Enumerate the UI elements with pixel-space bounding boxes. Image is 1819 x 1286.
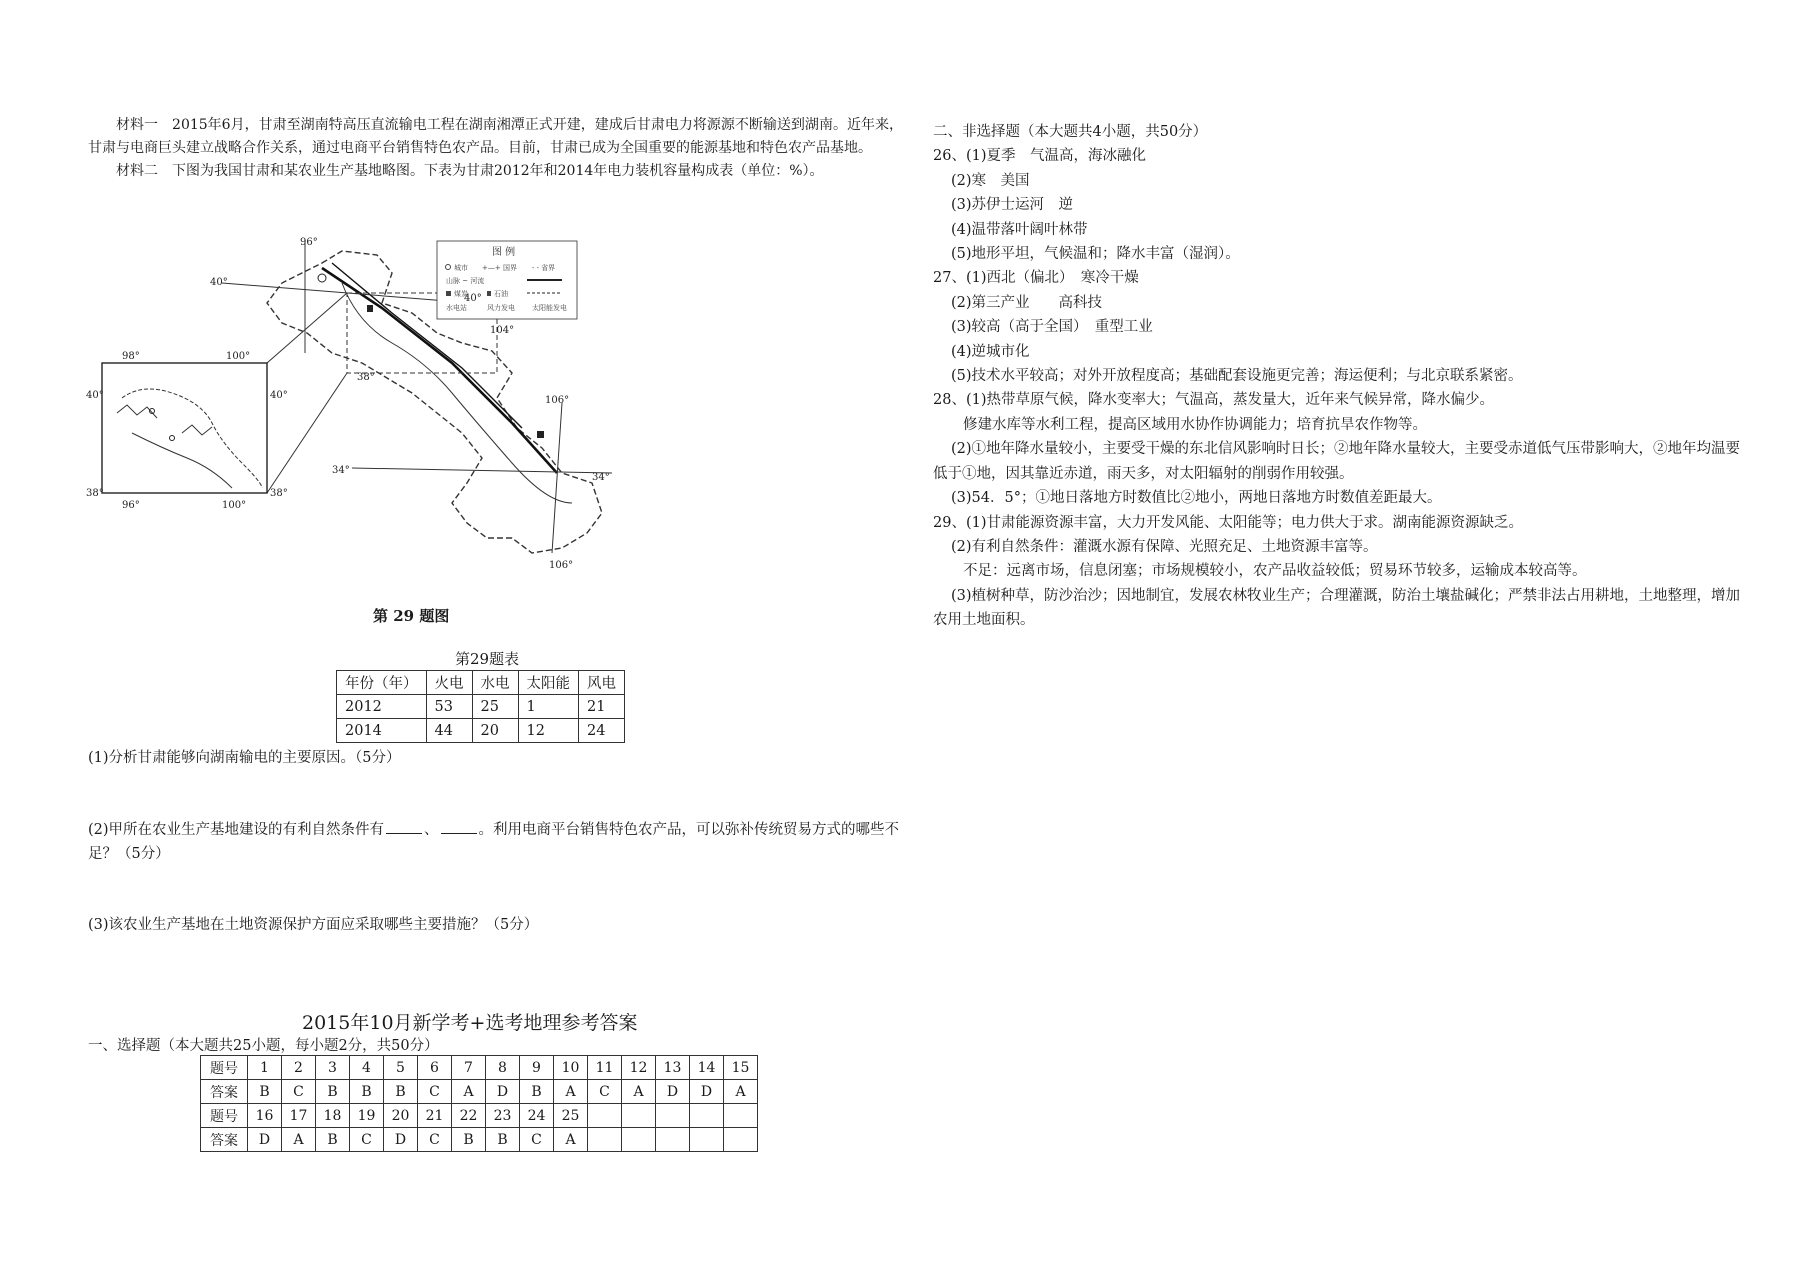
question-number xyxy=(724,1104,758,1128)
svg-text:+—+ 国界: +—+ 国界 xyxy=(482,264,517,272)
question-number: 4 xyxy=(350,1056,384,1080)
answer-letter: B xyxy=(248,1080,282,1104)
svg-text:太阳能发电: 太阳能发电 xyxy=(532,304,567,312)
question-2-text-b: 。利用电商平台销售特色农产品，可以弥补传统贸易方式的哪些不足？（5分） xyxy=(88,822,900,862)
answer-28-1: 28、(1)热带草原气候，降水变率大；气温高，蒸发量大，近年来气候异常，降水偏少。 xyxy=(933,392,1494,409)
svg-text:煤炭: 煤炭 xyxy=(454,290,468,298)
question-number: 3 xyxy=(316,1056,350,1080)
answer-table xyxy=(200,1055,758,1152)
question-number: 19 xyxy=(350,1104,384,1128)
answer-letter xyxy=(588,1128,622,1152)
question-1: (1)分析甘肃能够向湖南输电的主要原因。（5分） xyxy=(88,750,401,766)
svg-text:石油: 石油 xyxy=(494,290,508,298)
question-2-separator: 、 xyxy=(424,822,439,838)
question-number xyxy=(690,1104,724,1128)
table-header-cell: 水电 xyxy=(472,671,518,695)
question-number xyxy=(588,1104,622,1128)
table-header-cell: 年份（年） xyxy=(337,671,427,695)
svg-text:106°: 106° xyxy=(545,395,570,406)
answer-letter: B xyxy=(350,1080,384,1104)
svg-text:100°: 100° xyxy=(222,500,247,511)
question-number: 17 xyxy=(282,1104,316,1128)
question-number xyxy=(622,1104,656,1128)
question-number: 24 xyxy=(520,1104,554,1128)
answer-letter: B xyxy=(316,1080,350,1104)
question-number: 6 xyxy=(418,1056,452,1080)
answer-letter: A xyxy=(554,1080,588,1104)
svg-text:104°: 104° xyxy=(490,325,515,336)
answer-number-row xyxy=(201,1056,758,1080)
svg-text:96°: 96° xyxy=(300,237,318,248)
answer-blank xyxy=(441,821,477,834)
coal-marker xyxy=(367,305,373,312)
answer-26-3: (3)苏伊士运河 逆 xyxy=(951,197,1074,214)
answer-27-3: (3)较高（高于全国） 重型工业 xyxy=(951,319,1153,336)
svg-text:38°: 38° xyxy=(357,372,375,383)
answer-26-5: (5)地形平坦，气候温和；降水丰富（湿润）。 xyxy=(951,246,1240,263)
answer-26-4: (4)温带落叶阔叶林带 xyxy=(951,221,1088,238)
answer-letter-row xyxy=(201,1128,758,1152)
answer-letter xyxy=(724,1128,758,1152)
answer-letter: C xyxy=(520,1128,554,1152)
answer-letter xyxy=(690,1128,724,1152)
legend-title: 图 例 xyxy=(492,247,516,258)
city-marker xyxy=(318,274,326,282)
question-number: 23 xyxy=(486,1104,520,1128)
table-row xyxy=(337,719,625,743)
table-cell: 12 xyxy=(518,719,579,743)
question-number: 25 xyxy=(554,1104,588,1128)
table-cell: 25 xyxy=(472,695,518,719)
answer-letter: D xyxy=(486,1080,520,1104)
svg-text:40°: 40° xyxy=(270,390,288,401)
answer-letter: D xyxy=(384,1128,418,1152)
svg-text:96°: 96° xyxy=(122,500,140,511)
answer-letter: B xyxy=(452,1128,486,1152)
table-header-cell: 风电 xyxy=(579,671,625,695)
question-number: 9 xyxy=(520,1056,554,1080)
svg-text:40°: 40° xyxy=(464,293,482,304)
answer-letter: B xyxy=(384,1080,418,1104)
answer-blank xyxy=(386,821,422,834)
svg-text:风力发电: 风力发电 xyxy=(487,304,515,312)
svg-text:38°: 38° xyxy=(86,488,104,499)
table-header-cell: 太阳能 xyxy=(518,671,579,695)
question-number: 18 xyxy=(316,1104,350,1128)
table-header-row xyxy=(337,671,625,695)
materials xyxy=(88,114,903,183)
svg-text:98°: 98° xyxy=(122,351,140,362)
answer-section-1-heading: 一、选择题（本大题共25小题，每小题2分，共50分） xyxy=(88,1038,439,1054)
answer-letter: C xyxy=(588,1080,622,1104)
answer-letter: D xyxy=(656,1080,690,1104)
svg-text:34°: 34° xyxy=(592,472,610,483)
answer-28-1b: 修建水库等水利工程，提高区域用水协作协调能力；培育抗旱农作物等。 xyxy=(963,416,1427,433)
question-number: 11 xyxy=(588,1056,622,1080)
answer-27-2: (2)第三产业 高科技 xyxy=(951,294,1103,311)
table-cell: 44 xyxy=(426,719,472,743)
answer-letter: D xyxy=(248,1128,282,1152)
question-number: 1 xyxy=(248,1056,282,1080)
answer-letter: C xyxy=(282,1080,316,1104)
question-number: 21 xyxy=(418,1104,452,1128)
svg-text:水电站: 水电站 xyxy=(446,304,467,312)
question-number: 13 xyxy=(656,1056,690,1080)
answer-letter: A xyxy=(282,1128,316,1152)
table-cell: 20 xyxy=(472,719,518,743)
svg-text:106°: 106° xyxy=(549,560,574,571)
answer-27-1: 27、(1)西北（偏北） 寒冷干燥 xyxy=(933,270,1139,287)
gansu-map xyxy=(86,233,682,628)
question-number: 2 xyxy=(282,1056,316,1080)
question-3: (3)该农业生产基地在土地资源保护方面应采取哪些主要措施？（5分） xyxy=(88,917,539,933)
answer-29-1: 29、(1)甘肃能源资源丰富，大力开发风能、太阳能等；电力供大于求。湖南能源资源缺乏。 xyxy=(933,514,1523,531)
row-label: 题号 xyxy=(201,1056,248,1080)
question-2-text-a: (2)甲所在农业生产基地建设的有利自然条件有 xyxy=(88,822,385,838)
svg-text:- - 省界: - - 省界 xyxy=(532,264,556,272)
row-label: 答案 xyxy=(201,1128,248,1152)
answer-26-2: (2)寒 美国 xyxy=(951,172,1030,189)
question-number: 7 xyxy=(452,1056,486,1080)
table-header-cell: 火电 xyxy=(426,671,472,695)
svg-text:40°: 40° xyxy=(86,390,104,401)
question-number: 16 xyxy=(248,1104,282,1128)
map-caption: 第 29 题图 xyxy=(373,607,450,625)
answer-key-title: 2015年10月新学考+选考地理参考答案 xyxy=(302,1012,638,1034)
row-label: 答案 xyxy=(201,1080,248,1104)
table-cell: 21 xyxy=(579,695,625,719)
answer-letter: A xyxy=(452,1080,486,1104)
table-cell: 1 xyxy=(518,695,579,719)
answer-letter: B xyxy=(316,1128,350,1152)
answer-letter-row xyxy=(201,1080,758,1104)
map-figure xyxy=(86,233,682,628)
svg-text:100°: 100° xyxy=(226,351,251,362)
section-2-heading: 二、非选择题（本大题共4小题，共50分） xyxy=(933,124,1208,140)
question-number xyxy=(656,1104,690,1128)
question-number: 14 xyxy=(690,1056,724,1080)
question-number: 22 xyxy=(452,1104,486,1128)
answer-number-row xyxy=(201,1104,758,1128)
answer-letter: A xyxy=(724,1080,758,1104)
table-29-caption: 第29题表 xyxy=(455,650,520,668)
question-number: 10 xyxy=(554,1056,588,1080)
question-2 xyxy=(88,818,903,866)
answer-letter: B xyxy=(486,1128,520,1152)
answer-letter: B xyxy=(520,1080,554,1104)
answer-letter: C xyxy=(418,1080,452,1104)
svg-text:34°: 34° xyxy=(332,465,350,476)
answer-section-2 xyxy=(933,120,1753,633)
answer-28-2: (2)①地年降水量较小，主要受干燥的东北信风影响时日长；②地年降水量较大，主要受赤道低气压带影响大，②地年均温要低于①地，因其靠近赤道，雨天多，对太阳辐射的削弱作用较强。 xyxy=(933,441,1741,482)
answer-letter: C xyxy=(418,1128,452,1152)
question-number: 8 xyxy=(486,1056,520,1080)
answer-letter xyxy=(622,1128,656,1152)
question-number: 5 xyxy=(384,1056,418,1080)
answer-27-4: (4)逆城市化 xyxy=(951,343,1030,360)
material-two: 材料二 下图为我国甘肃和某农业生产基地略图。下表为甘肃2012年和2014年电力装机容量构成表（单位：%）。 xyxy=(116,163,824,179)
svg-text:38°: 38° xyxy=(270,488,288,499)
answer-29-3: (3)植树种草，防沙治沙；因地制宜，发展农林牧业生产；合理灌溉，防治土壤盐碱化；严禁非法占用耕地，土地整理，增加农用土地面积。 xyxy=(933,587,1741,629)
row-label: 题号 xyxy=(201,1104,248,1128)
coal-marker xyxy=(537,431,544,438)
answer-letter: C xyxy=(350,1128,384,1152)
svg-text:城市: 城市 xyxy=(454,264,468,272)
answer-26-1: 26、(1)夏季 气温高，海冰融化 xyxy=(933,148,1146,165)
inset-map-frame xyxy=(102,363,267,493)
table-cell: 24 xyxy=(579,719,625,743)
svg-text:40°: 40° xyxy=(210,277,228,288)
answer-letter: A xyxy=(622,1080,656,1104)
table-29 xyxy=(336,670,625,743)
question-number: 20 xyxy=(384,1104,418,1128)
answer-letter: A xyxy=(554,1128,588,1152)
table-row xyxy=(337,695,625,719)
svg-text:山脉 ~ 河流: 山脉 ~ 河流 xyxy=(446,277,485,285)
table-cell: 53 xyxy=(426,695,472,719)
question-number: 12 xyxy=(622,1056,656,1080)
answer-27-5: (5)技术水平较高；对外开放程度高；基础配套设施更完善；海运便利；与北京联系紧密。 xyxy=(951,368,1523,385)
answer-28-3: (3)54．5°；①地日落地方时数值比②地小，两地日落地方时数值差距最大。 xyxy=(951,490,1442,507)
answer-letter: D xyxy=(690,1080,724,1104)
answer-29-2b: 不足：远离市场，信息闭塞；市场规模较小，农产品收益较低；贸易环节较多，运输成本较高等。 xyxy=(963,563,1587,580)
answer-29-2: (2)有利自然条件：灌溉水源有保障、光照充足、土地资源丰富等。 xyxy=(951,538,1378,555)
material-one: 材料一 2015年6月，甘肃至湖南特高压直流输电工程在湖南湘潭正式开建，建成后甘肃电力将源源不断输送到湖南。近年来，甘肃与电商巨头建立战略合作关系，通过电商平台销售特色农产品。目前，甘肃已成为全国重要的能源基地和特色农产品基地。 xyxy=(88,117,903,156)
table-cell: 2014 xyxy=(337,719,427,743)
answer-letter xyxy=(656,1128,690,1152)
question-number: 15 xyxy=(724,1056,758,1080)
table-cell: 2012 xyxy=(337,695,427,719)
